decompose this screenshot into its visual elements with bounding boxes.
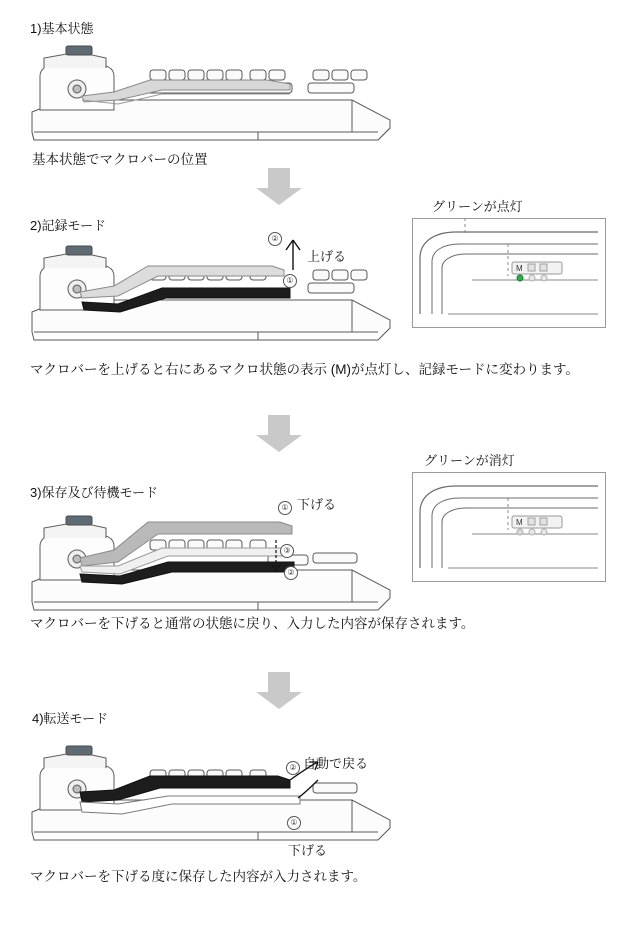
step4-caption: マクロバーを下げる度に保存した内容が入力されます。 <box>30 869 367 884</box>
step2-marker-1: ① <box>283 270 297 288</box>
step4-marker-1: ① <box>287 812 301 830</box>
step3-marker-1: ① <box>278 497 292 515</box>
step4-auto-return-label: 自動で戻る <box>303 756 369 771</box>
step3-marker-3: ③ <box>280 540 294 558</box>
flow-arrow-2 <box>254 415 304 453</box>
step3-down-arrow-icon <box>268 538 288 576</box>
step4-down-label: 下げる <box>288 843 328 858</box>
step2-up-arrow-icon <box>280 238 306 272</box>
flow-arrow-3 <box>254 672 304 710</box>
svg-text:M: M <box>516 264 523 273</box>
step3-down-label: 下げる <box>297 497 337 512</box>
step1-device-illustration <box>22 40 402 150</box>
step2-inset-led-pointer <box>455 218 475 238</box>
step3-heading: 3)保存及び待機モード <box>30 485 159 500</box>
svg-text:M: M <box>516 518 523 527</box>
step3-device-illustration <box>22 500 402 620</box>
step2-inset-title: グリーンが点灯 <box>432 199 523 214</box>
step3-inset-title: グリーンが消灯 <box>424 453 515 468</box>
step2-up-label: 上げる <box>307 249 347 264</box>
step2-inset-illustration <box>412 218 606 328</box>
step1-heading: 1)基本状態 <box>30 21 94 36</box>
step2-caption: マクロバーを上げると右にあるマクロ状態の表示 (M)が点灯し、記録モードに変わります。 <box>30 362 579 377</box>
step4-heading: 4)転送モード <box>32 711 109 726</box>
flow-arrow-1 <box>254 168 304 206</box>
step3-marker-2: ② <box>284 562 298 580</box>
step3-inset-illustration <box>412 472 606 582</box>
step3-caption: マクロバーを下げると通常の状態に戻り、入力した内容が保存されます。 <box>30 616 475 631</box>
step2-marker-2: ② <box>268 228 282 246</box>
step4-marker-2: ② <box>286 757 300 775</box>
step2-heading: 2)記録モード <box>30 218 107 233</box>
step1-caption: 基本状態でマクロバーの位置 <box>32 152 208 167</box>
